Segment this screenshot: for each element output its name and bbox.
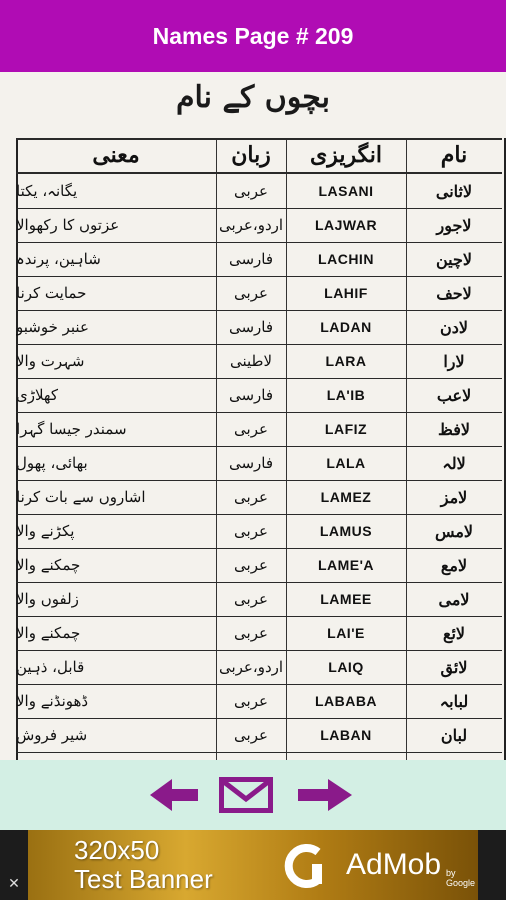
table-row [0,616,506,650]
name-cell: لامس [434,521,474,541]
name-cell: لارا [443,351,465,371]
language-cell: فارسی [228,386,274,404]
english-cell: LAI'E [327,625,365,641]
language-cell: عربی [234,556,268,574]
name-cell: لادن [440,317,468,337]
english-cell: LAIQ [328,659,364,675]
language-cell: عربی [234,692,268,710]
english-cell: LAMEZ [320,489,372,505]
page-heading: بچوں کے نام [175,80,331,115]
column-header-name: نام [440,142,468,168]
meaning-cell: حمایت کرنا [16,284,87,302]
previous-button[interactable] [150,777,200,817]
english-cell: LABAN [320,727,372,743]
meaning-cell: چمکنے والا [16,556,81,574]
name-cell: لامز [440,487,468,507]
meaning-cell: ڈھونڈنے والا [16,692,89,710]
name-cell: لاثانی [435,181,473,201]
english-cell: LASANI [318,183,374,199]
table-row [0,378,506,412]
name-cell: لامع [440,555,468,575]
english-cell: LAFIZ [324,421,368,437]
meaning-cell: بھائی، پھول [16,454,88,472]
name-cell: لاعب [436,385,472,405]
column-header-meaning: معنی [92,142,140,168]
language-cell: عربی [234,284,268,302]
language-cell: فارسی [228,250,274,268]
column-header-language: زبان [231,142,271,168]
email-button[interactable] [217,775,275,819]
language-cell: عربی [234,590,268,608]
english-cell: LADAN [320,319,372,335]
language-cell: عربی [234,522,268,540]
meaning-cell: شہرت والا [16,352,85,370]
meaning-cell: عنبر خوشبو [16,318,89,336]
table-row [0,650,506,684]
ad-size-label: 320x50 [74,835,160,865]
page-title-label: Names Page # 209 [152,22,354,49]
app-header [0,0,506,72]
ad-close-icon[interactable]: ✕ [8,876,20,892]
table-row [0,582,506,616]
meaning-cell: عزتوں کا رکھوالا [16,216,120,234]
table-row [0,684,506,718]
table-row [0,548,506,582]
next-button[interactable] [296,777,352,817]
english-cell: LARA [325,353,367,369]
envelope-icon [217,775,275,815]
row-divider [16,752,502,753]
language-cell: عربی [234,420,268,438]
meaning-cell: پکڑنے والا [16,522,75,540]
name-cell: لامی [438,589,470,609]
table-row [0,174,506,208]
english-cell: LAMUS [319,523,373,539]
english-cell: LAMEE [320,591,372,607]
table-row [0,276,506,310]
english-cell: LABABA [314,693,378,709]
meaning-cell: زلفوں والا [16,590,79,608]
name-cell: لائق [440,657,468,677]
meaning-cell: اشاروں سے بات کرنا [16,488,146,506]
table-row [0,514,506,548]
name-cell: لاجور [436,215,472,235]
language-cell: لاطینی [229,352,273,370]
language-cell: عربی [234,726,268,744]
table-row [0,208,506,242]
language-cell: عربی [234,488,268,506]
english-cell: LAHIF [324,285,368,301]
name-cell: لائع [442,623,466,643]
meaning-cell: شیر فروش [16,726,88,744]
language-cell: عربی [234,624,268,642]
navigation-bar [0,760,506,830]
language-cell: اردو،عربی [218,216,284,234]
ad-byline: by Google [446,868,476,888]
table-row [0,242,506,276]
meaning-cell: قابل، ذہین [16,658,85,676]
meaning-cell: شاہین، پرندہ [16,250,101,268]
table-row [0,412,506,446]
language-cell: عربی [234,182,268,200]
meaning-cell: یگانہ، یکتا [16,182,78,200]
name-cell: لالہ [442,453,466,473]
meaning-cell: کھلاڑی [16,386,58,404]
meaning-cell: سمندر جیسا گہرا [16,420,127,438]
table-row [0,310,506,344]
language-cell: فارسی [228,454,274,472]
english-cell: LALA [326,455,366,471]
name-cell: لافظ [438,419,470,439]
ad-banner[interactable] [0,830,506,900]
ad-test-label: Test Banner [74,864,213,894]
arrow-left-icon [150,777,200,813]
name-cell: لبابہ [439,691,469,711]
ad-creative[interactable] [28,830,478,900]
name-cell: لبان [440,725,468,745]
ad-text [74,836,264,894]
table-row [0,480,506,514]
table-row [0,446,506,480]
scanned-page[interactable] [0,72,506,760]
language-cell: اردو،عربی [218,658,284,676]
admob-logo-icon [282,842,330,890]
name-cell: لاحف [436,283,472,303]
english-cell: LA'IB [326,387,366,403]
name-cell: لاچین [435,249,473,269]
table-row [0,344,506,378]
table-row [0,718,506,752]
column-header-english: انگریزی [310,142,383,168]
english-cell: LACHIN [318,251,374,267]
meaning-cell: چمکنے والا [16,624,81,642]
english-cell: LAJWAR [314,217,378,233]
language-cell: فارسی [228,318,274,336]
arrow-right-icon [296,777,352,813]
ad-brand: AdMob [346,848,442,881]
english-cell: LAME'A [317,557,375,573]
